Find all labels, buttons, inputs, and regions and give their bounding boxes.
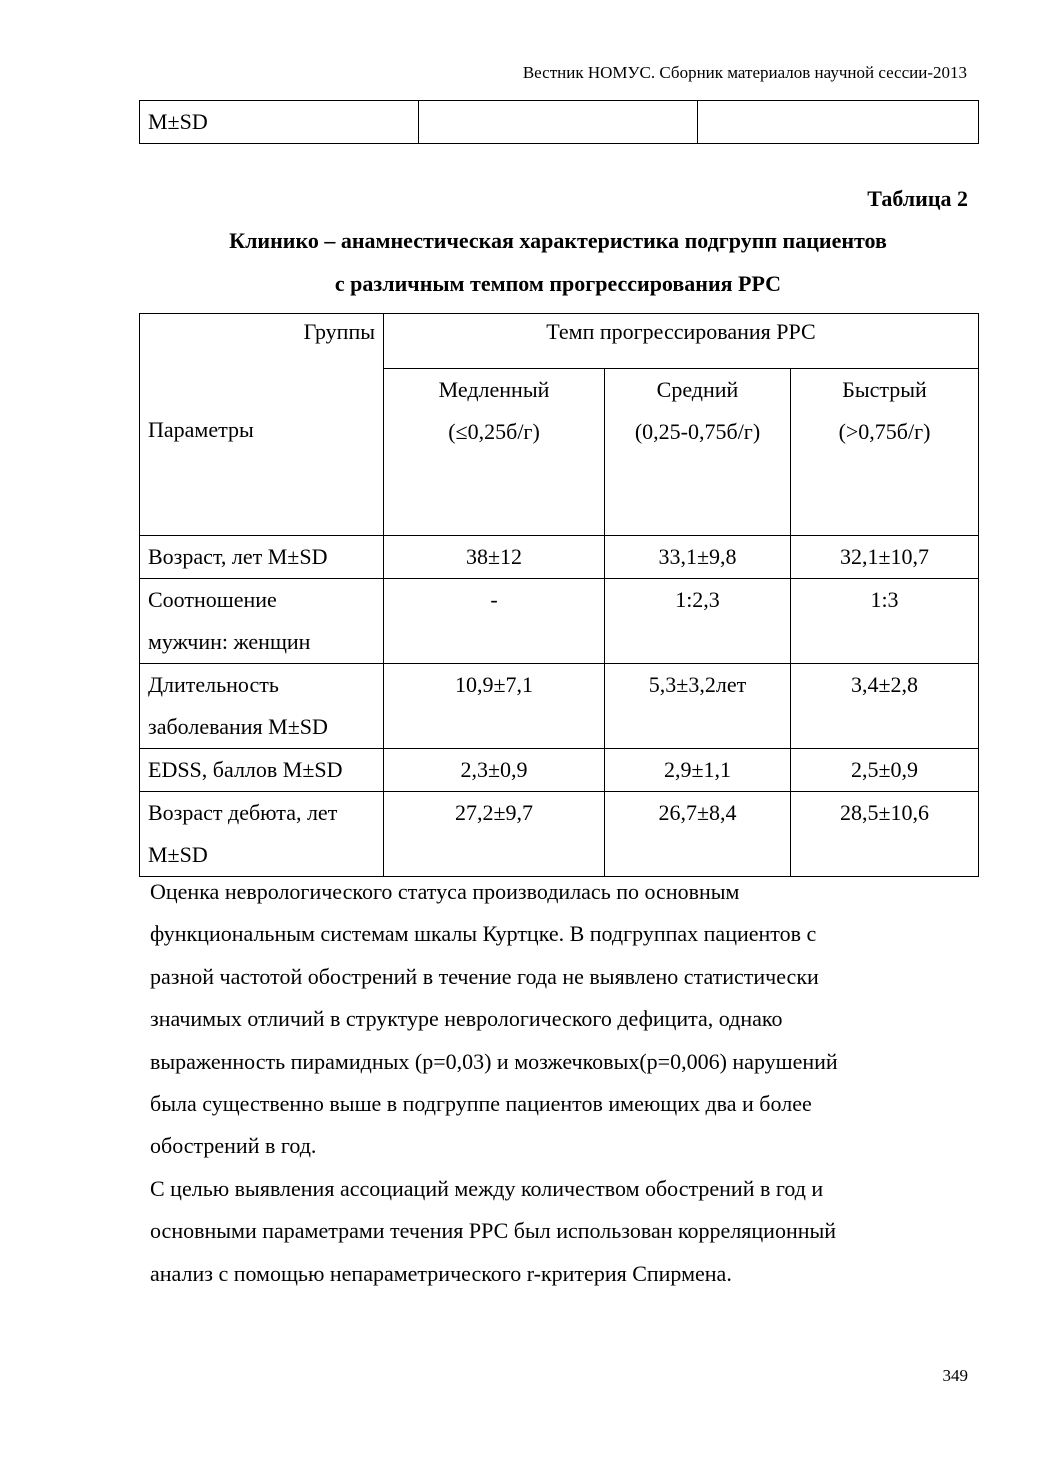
row-param: EDSS, баллов M±SD [140, 748, 384, 791]
column-header-slow [384, 369, 605, 536]
row-param-line: Длительность [148, 671, 279, 697]
text-line: функциональным системам шкалы Куртцке. В подгруппах пациентов с [150, 921, 817, 947]
table-row [140, 791, 979, 876]
table-row [140, 101, 979, 144]
table-row [140, 663, 979, 748]
page-number: 349 [942, 1366, 968, 1385]
row-value: 10,9±7,1 [384, 663, 605, 748]
column-name: Быстрый [842, 377, 927, 402]
corner-groups-label: Группы [140, 314, 384, 369]
row-value: 1:3 [791, 578, 979, 663]
row-value: 5,3±3,2лет [605, 663, 791, 748]
table-title-line-1: Клинико – анамнестическая характеристика подгрупп пациентов [229, 228, 887, 253]
column-header-medium [605, 369, 791, 536]
table-header-row [140, 314, 979, 369]
row-param [140, 578, 384, 663]
table-title-line-2: с различным темпом прогрессирования РРС [334, 271, 782, 296]
table-subheader-row [140, 369, 979, 536]
characteristics-table [139, 313, 979, 877]
running-header: Вестник НОМУС. Сборник материалов научной сессии-2013 [522, 63, 967, 82]
row-value: 2,9±1,1 [605, 748, 791, 791]
text-line: Оценка неврологического статуса производилась по основным [150, 879, 740, 904]
table-cell [698, 101, 979, 144]
text-line: анализ с помощью непараметрического r-критерия Спирмена. [150, 1260, 732, 1286]
row-value: 2,3±0,9 [384, 748, 605, 791]
column-header-fast [791, 369, 979, 536]
table-label: Таблица 2 [867, 186, 968, 211]
row-param: Возраст, лет M±SD [140, 535, 384, 578]
row-param-line: Возраст дебюта, лет [148, 799, 338, 825]
row-value: 3,4±2,8 [791, 663, 979, 748]
row-value: 32,1±10,7 [791, 535, 979, 578]
row-value: 2,5±0,9 [791, 748, 979, 791]
row-param [140, 791, 384, 876]
row-value: 26,7±8,4 [605, 791, 791, 876]
table-cell [419, 101, 698, 144]
table-cell: M±SD [140, 101, 419, 144]
row-value: 1:2,3 [605, 578, 791, 663]
group-header: Темп прогрессирования РРС [384, 314, 979, 369]
row-param-line: заболевания M±SD [148, 713, 328, 739]
row-param-line: M±SD [148, 841, 208, 867]
row-value: 27,2±9,7 [384, 791, 605, 876]
text-line: основными параметрами течения РРС был использован корреляционный [150, 1218, 837, 1244]
row-value: - [384, 578, 605, 663]
row-value: 28,5±10,6 [791, 791, 979, 876]
text-line: выраженность пирамидных (р=0,03) и мозжечковых(р=0,006) нарушений [150, 1048, 838, 1074]
text-line: обострений в год. [150, 1133, 317, 1159]
corner-params-label: Параметры [140, 369, 384, 536]
row-param-line: мужчин: женщин [148, 628, 311, 654]
column-name: Медленный [438, 377, 550, 402]
row-param-line: Соотношение [148, 586, 277, 612]
text-line: значимых отличий в структуре неврологического дефицита, однако [150, 1006, 783, 1032]
text-line: С целью выявления ассоциаций между количеством обострений в год и [150, 1175, 824, 1201]
column-range: (>0,75б/г) [838, 419, 931, 444]
table-row [140, 578, 979, 663]
body-text [150, 871, 970, 1295]
column-range: (0,25-0,75б/г) [634, 419, 761, 444]
table-row [140, 535, 979, 578]
column-name: Средний [656, 377, 739, 402]
text-line: разной частотой обострений в течение года не выявлено статистически [150, 963, 819, 989]
column-range: (≤0,25б/г) [448, 419, 540, 444]
table-row [140, 748, 979, 791]
row-value: 38±12 [384, 535, 605, 578]
row-param [140, 663, 384, 748]
text-line: была существенно выше в подгруппе пациентов имеющих два и более [150, 1091, 812, 1117]
row-value: 33,1±9,8 [605, 535, 791, 578]
continued-table-fragment [139, 100, 979, 144]
